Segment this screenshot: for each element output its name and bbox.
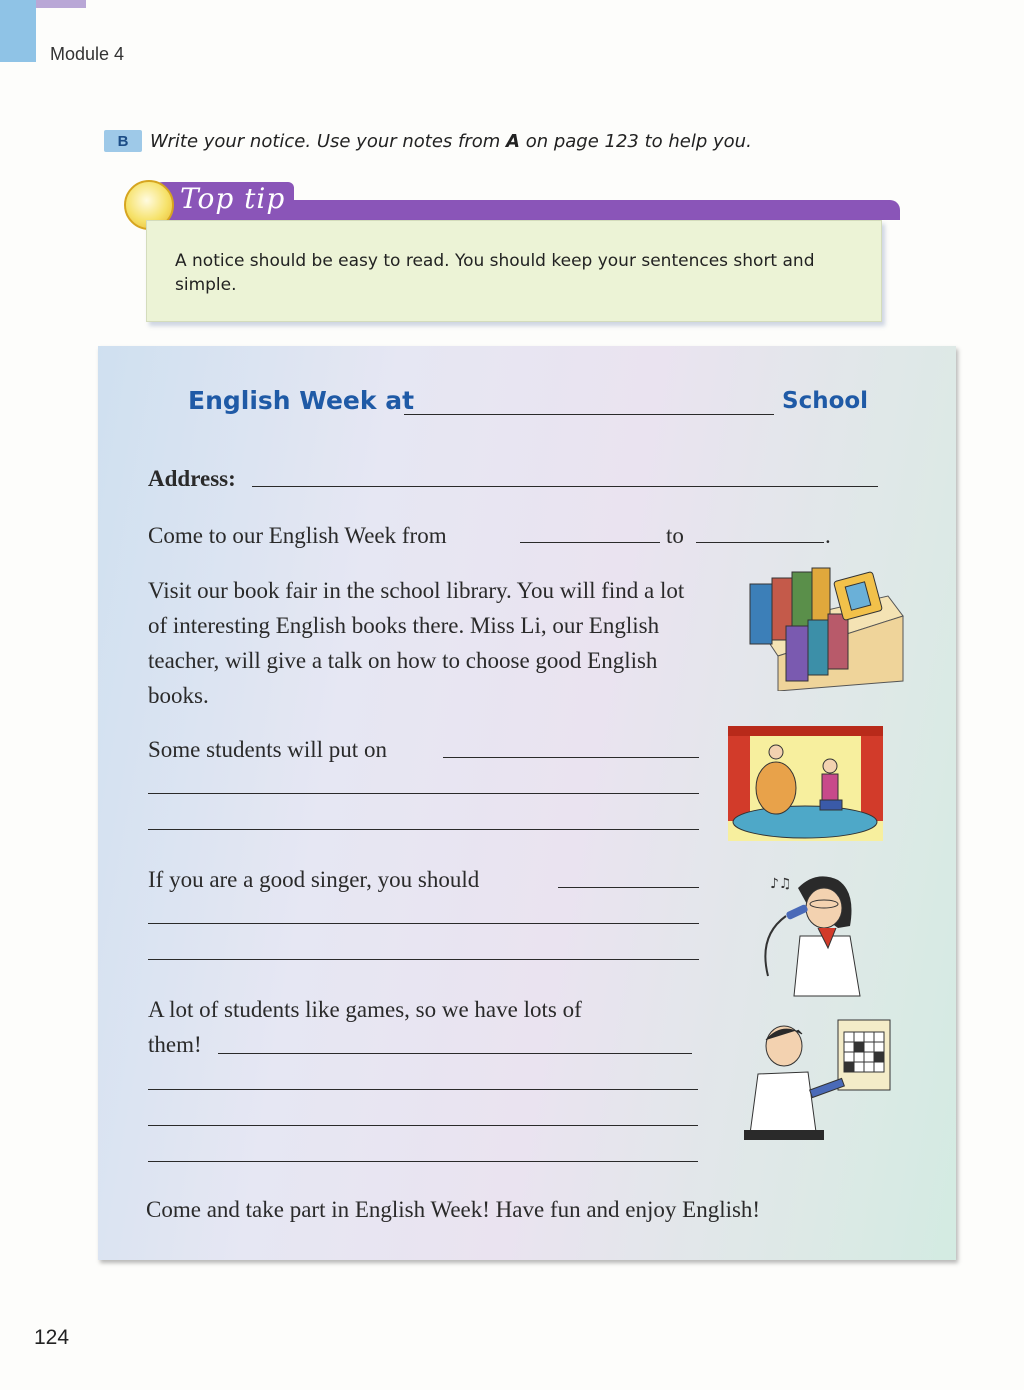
top-tip-body xyxy=(146,220,882,322)
games-blank-2[interactable] xyxy=(148,1089,698,1090)
put-on-blank-3[interactable] xyxy=(148,829,699,830)
page-number: 124 xyxy=(34,1326,70,1349)
instruction-text xyxy=(150,131,752,152)
students-put-on-text: Some students will put on xyxy=(148,737,387,762)
games-blank[interactable] xyxy=(218,1053,692,1054)
corner-decoration-top xyxy=(36,0,86,8)
closing-text: Come and take part in English Week! Have fun and enjoy English! xyxy=(146,1197,761,1222)
instruction-bold-part: A xyxy=(506,130,520,152)
singer-blank-3[interactable] xyxy=(148,959,699,960)
games-blank-3[interactable] xyxy=(148,1125,698,1126)
corner-decoration xyxy=(0,0,36,62)
notice-title-school: School xyxy=(782,388,869,414)
singer-blank[interactable] xyxy=(558,887,699,888)
svg-text:♪♫: ♪♫ xyxy=(770,876,792,892)
games-blank-4[interactable] xyxy=(148,1161,698,1162)
books-illustration xyxy=(738,556,908,691)
games-text: A lot of students like games, so we have lots of xyxy=(148,997,582,1022)
period: . xyxy=(825,523,831,548)
top-tip-box xyxy=(124,176,902,330)
games-text-2: them! xyxy=(148,1032,202,1057)
school-name-blank[interactable] xyxy=(404,414,774,415)
from-date-blank[interactable] xyxy=(520,542,660,543)
instruction xyxy=(104,130,752,152)
stage-play-illustration xyxy=(728,726,883,841)
come-from-text: Come to our English Week from xyxy=(148,523,447,548)
top-tip-title: Top tip xyxy=(180,182,286,215)
top-tip-text: A notice should be easy to read. You should keep your sentences short and simple. xyxy=(175,251,815,295)
singer-blank-2[interactable] xyxy=(148,923,699,924)
singer-illustration xyxy=(738,866,888,1001)
book-fair-text: Visit our book fair in the school library. You will find a lot of interesting English books there. Miss Li, our English teacher, will give a talk on how to choose good English books. xyxy=(148,578,685,708)
section-badge: B xyxy=(104,130,142,152)
singer-text: If you are a good singer, you should xyxy=(148,867,480,892)
address-blank[interactable] xyxy=(252,486,878,487)
crossword-illustration xyxy=(738,1014,898,1144)
notice-panel xyxy=(98,346,956,1260)
notice-title: English Week at xyxy=(188,386,415,415)
to-text: to xyxy=(666,523,684,548)
put-on-blank-2[interactable] xyxy=(148,793,699,794)
to-date-blank[interactable] xyxy=(696,542,824,543)
instruction-text-part: Write your notice. Use your notes from xyxy=(150,130,507,152)
module-label: Module 4 xyxy=(50,44,125,64)
address-label: Address: xyxy=(148,466,236,491)
instruction-text-part: on page 123 to help you. xyxy=(519,130,752,152)
put-on-blank[interactable] xyxy=(443,757,699,758)
